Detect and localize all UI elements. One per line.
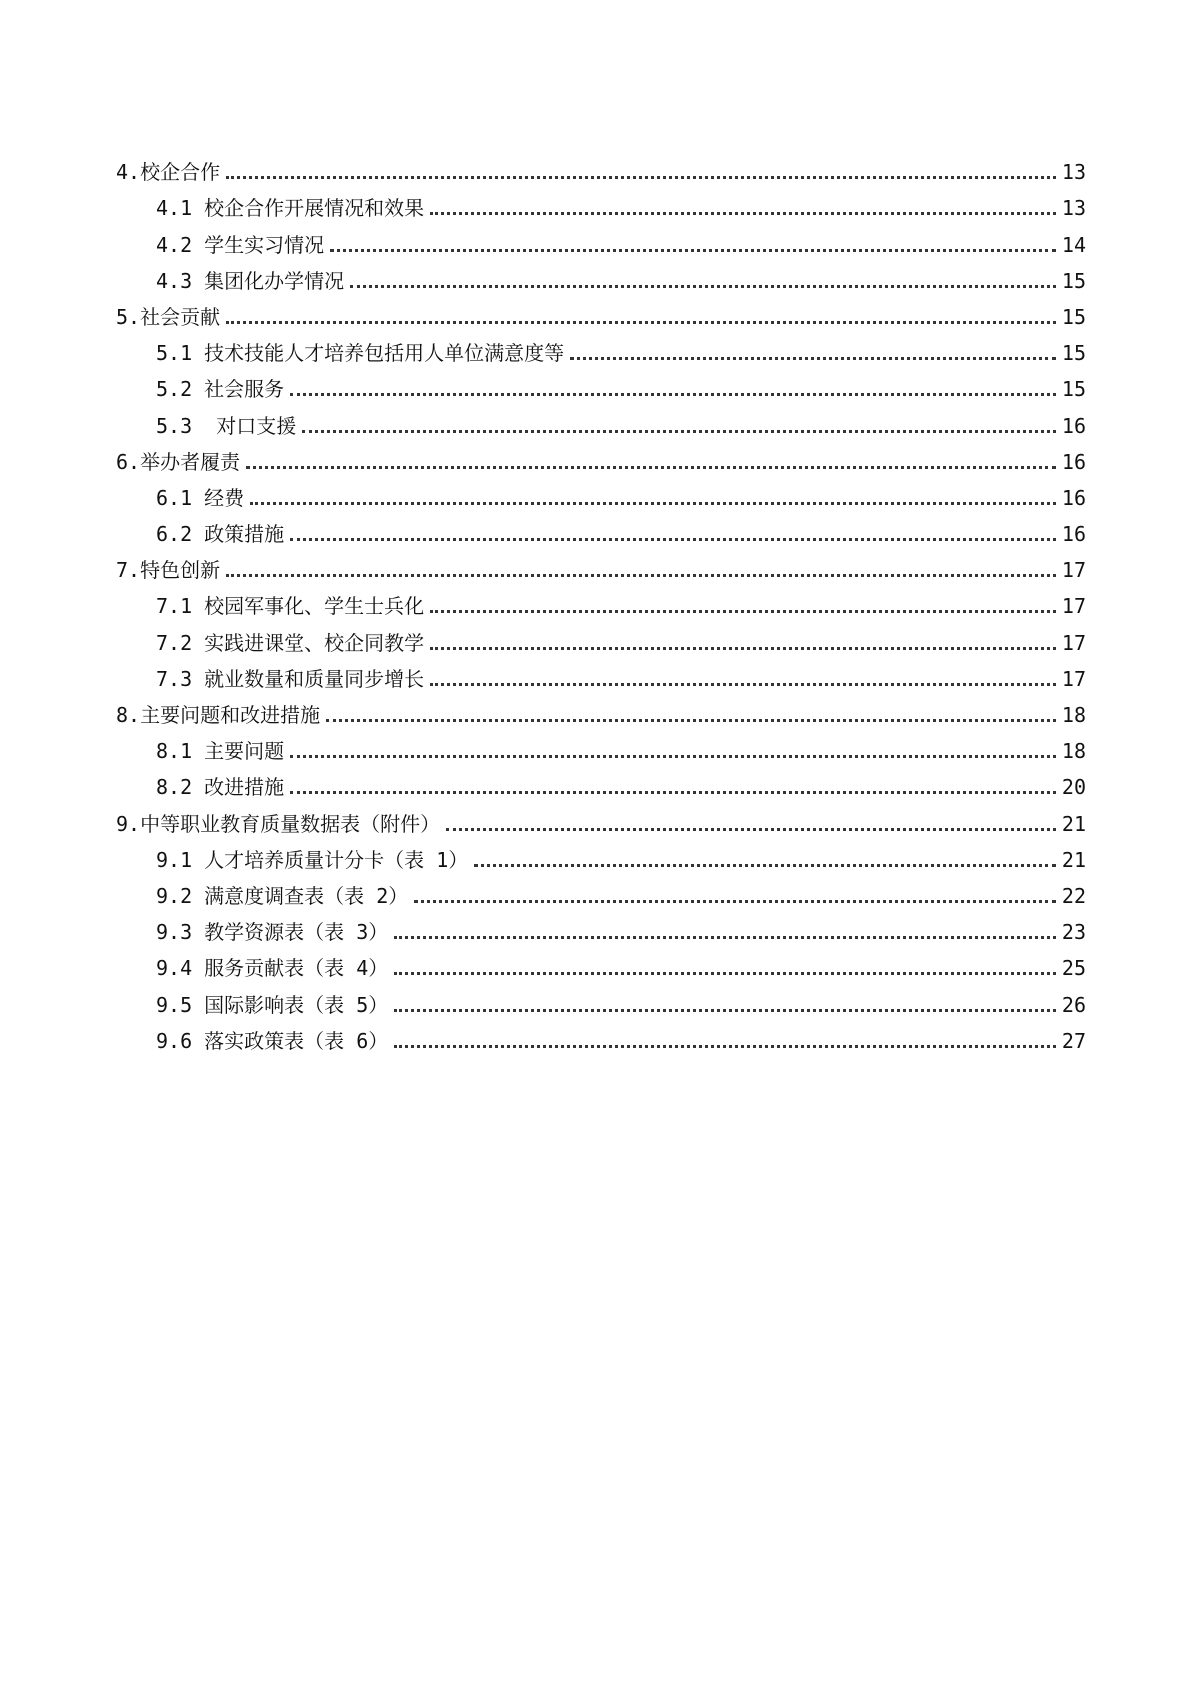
toc-dot-leader	[394, 1009, 1056, 1012]
toc-entry-page-number: 21	[1061, 811, 1086, 836]
toc-entry-page-number: 18	[1061, 739, 1086, 764]
toc-entry-title: 7.特色创新	[116, 558, 221, 583]
toc-dot-leader	[446, 828, 1056, 831]
toc-entry-page-number: 15	[1061, 268, 1086, 293]
toc-dot-leader	[326, 719, 1056, 722]
toc-dot-leader	[330, 249, 1056, 252]
toc-entry[interactable]	[116, 799, 1086, 835]
toc-entry-page-number: 27	[1061, 1028, 1086, 1053]
toc-entry[interactable]	[116, 618, 1086, 654]
toc-entry[interactable]	[116, 1017, 1086, 1053]
toc-entry-page-number: 18	[1061, 703, 1086, 727]
toc-entry[interactable]	[116, 763, 1086, 799]
toc-entry-title: 5.1 技术技能人才培养包括用人单位满意度等	[156, 341, 565, 366]
toc-entry[interactable]	[116, 329, 1086, 365]
toc-entry[interactable]	[116, 546, 1086, 582]
toc-entry[interactable]	[116, 220, 1086, 256]
toc-entry-page-number: 26	[1061, 992, 1086, 1017]
toc-entry[interactable]	[116, 582, 1086, 618]
toc-entry-page-number: 16	[1061, 522, 1086, 547]
toc-entry[interactable]	[116, 727, 1086, 763]
toc-entry-title: 9.4 服务贡献表（表 4）	[156, 956, 389, 981]
toc-dot-leader	[250, 502, 1056, 505]
toc-entry-title: 7.2 实践进课堂、校企同教学	[156, 630, 425, 655]
toc-dot-leader	[430, 647, 1056, 650]
toc-entry-title: 9.2 满意度调查表（表 2）	[156, 883, 409, 908]
toc-entry-page-number: 17	[1061, 558, 1086, 583]
toc-dot-leader	[430, 212, 1056, 215]
toc-dot-leader	[290, 538, 1056, 541]
toc-entry-title: 5.社会贡献	[116, 304, 221, 329]
toc-entry-title: 6.1 经费	[156, 485, 245, 510]
toc-dot-leader	[290, 393, 1056, 396]
toc-entry-page-number: 15	[1061, 341, 1086, 366]
toc-dot-leader	[246, 466, 1056, 469]
toc-entry-title: 5.2 社会服务	[156, 377, 285, 402]
toc-entry[interactable]	[116, 438, 1086, 474]
toc-entry-title: 8.1 主要问题	[156, 739, 285, 764]
toc-entry-title: 4.1 校企合作开展情况和效果	[156, 196, 425, 221]
toc-entry[interactable]	[116, 872, 1086, 908]
toc-entry-page-number: 15	[1061, 377, 1086, 402]
toc-entry-title: 9.5 国际影响表（表 5）	[156, 992, 389, 1017]
toc-entry[interactable]	[116, 365, 1086, 401]
toc-entry-page-number: 22	[1061, 883, 1086, 908]
toc-entry-page-number: 17	[1061, 594, 1086, 619]
toc-entry-page-number: 14	[1061, 232, 1086, 257]
toc-entry[interactable]	[116, 980, 1086, 1016]
toc-entry[interactable]	[116, 908, 1086, 944]
toc-entry-title: 9.1 人才培养质量计分卡（表 1）	[156, 847, 469, 872]
toc-dot-leader	[430, 683, 1056, 686]
table-of-contents	[116, 148, 1086, 1053]
toc-entry-title: 8.2 改进措施	[156, 775, 285, 800]
toc-dot-leader	[302, 430, 1056, 433]
toc-entry-page-number: 16	[1061, 449, 1086, 474]
toc-dot-leader	[290, 791, 1056, 794]
toc-dot-leader	[474, 864, 1056, 867]
toc-entry-title: 4.3 集团化办学情况	[156, 268, 345, 293]
toc-entry[interactable]	[116, 257, 1086, 293]
toc-entry-page-number: 13	[1061, 160, 1086, 185]
toc-entry-title: 4.2 学生实习情况	[156, 232, 325, 257]
toc-entry-title: 6.举办者履责	[116, 449, 241, 474]
toc-dot-leader	[414, 900, 1056, 903]
toc-entry-page-number: 17	[1061, 666, 1086, 691]
toc-entry[interactable]	[116, 401, 1086, 437]
toc-entry-title: 7.1 校园军事化、学生士兵化	[156, 594, 425, 619]
toc-dot-leader	[226, 176, 1056, 179]
toc-entry-page-number: 21	[1061, 847, 1086, 872]
toc-dot-leader	[430, 610, 1056, 613]
toc-entry-title: 9.中等职业教育质量数据表（附件）	[116, 811, 441, 836]
toc-entry-title: 8.主要问题和改进措施	[116, 703, 321, 727]
toc-entry-title: 5.3 对口支援	[156, 413, 297, 438]
toc-entry-page-number: 25	[1061, 956, 1086, 981]
toc-entry-title: 6.2 政策措施	[156, 522, 285, 547]
toc-entry-page-number: 15	[1061, 304, 1086, 329]
toc-entry-title: 7.3 就业数量和质量同步增长	[156, 666, 425, 691]
toc-entry-page-number: 17	[1061, 630, 1086, 655]
toc-entry[interactable]	[116, 474, 1086, 510]
toc-entry-title: 9.3 教学资源表（表 3）	[156, 920, 389, 945]
toc-entry-page-number: 23	[1061, 920, 1086, 945]
toc-entry[interactable]	[116, 510, 1086, 546]
toc-entry-page-number: 16	[1061, 485, 1086, 510]
toc-entry-page-number: 20	[1061, 775, 1086, 800]
toc-entry[interactable]	[116, 691, 1086, 727]
toc-entry-page-number: 13	[1061, 196, 1086, 221]
toc-entry[interactable]	[116, 944, 1086, 980]
toc-entry[interactable]	[116, 184, 1086, 220]
toc-dot-leader	[226, 321, 1056, 324]
toc-dot-leader	[570, 357, 1056, 360]
toc-dot-leader	[394, 936, 1056, 939]
toc-dot-leader	[394, 972, 1056, 975]
toc-entry[interactable]	[116, 148, 1086, 184]
toc-entry-title: 9.6 落实政策表（表 6）	[156, 1028, 389, 1053]
toc-dot-leader	[226, 574, 1056, 577]
toc-entry[interactable]	[116, 836, 1086, 872]
toc-entry-title: 4.校企合作	[116, 160, 221, 185]
toc-entry-page-number: 16	[1061, 413, 1086, 438]
toc-dot-leader	[394, 1045, 1056, 1048]
toc-dot-leader	[350, 285, 1056, 288]
toc-entry[interactable]	[116, 293, 1086, 329]
toc-entry[interactable]	[116, 655, 1086, 691]
toc-dot-leader	[290, 755, 1056, 758]
